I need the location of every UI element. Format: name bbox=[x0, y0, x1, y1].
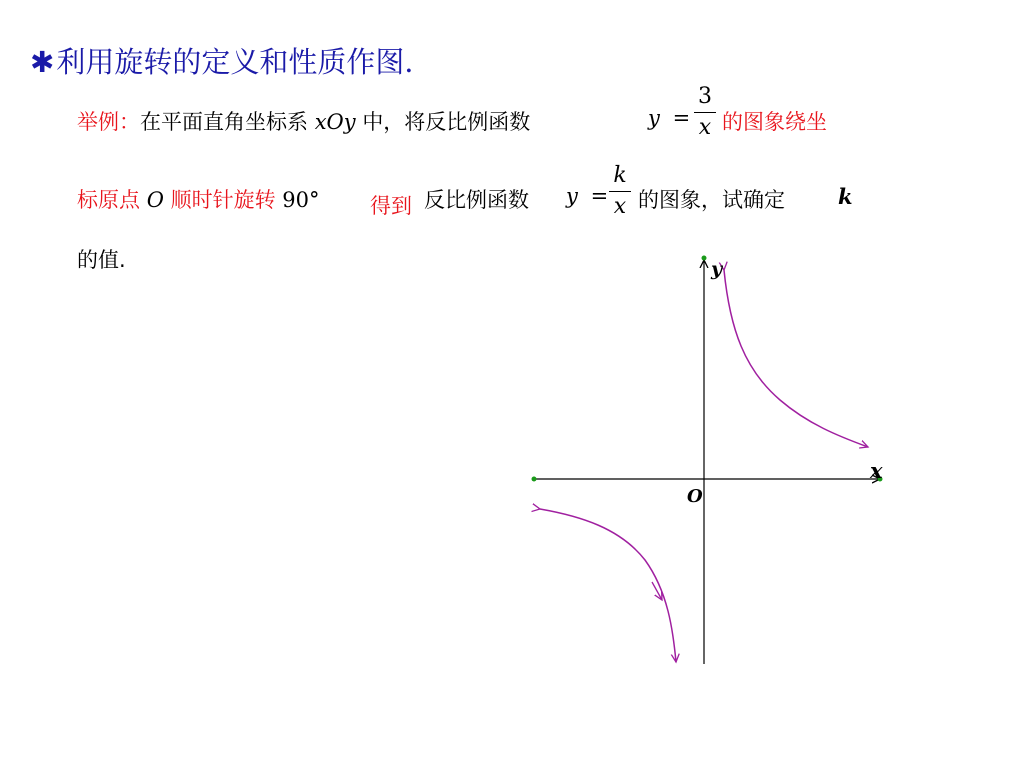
text-segment: 中，将反比例函数 bbox=[362, 110, 531, 134]
text-segment: 的图象绕坐 bbox=[722, 110, 827, 134]
text-segment: 在平面直角坐标系 bbox=[140, 110, 308, 134]
math-degrees: 90° bbox=[282, 188, 320, 212]
origin-label: O bbox=[687, 486, 703, 507]
example-label: 举例： bbox=[77, 110, 140, 134]
axis-point bbox=[532, 477, 537, 482]
text-segment: 得到 bbox=[370, 194, 412, 218]
text-segment: 的图象，试确定 bbox=[638, 188, 785, 212]
hyperbola-branch-1 bbox=[724, 270, 868, 447]
fraction-denominator: x bbox=[698, 115, 712, 140]
text-segment: 顺时针旋转 bbox=[170, 188, 276, 212]
math-y: y bbox=[566, 184, 578, 208]
title-text: 利用旋转的定义和性质作图． bbox=[56, 45, 434, 79]
x-axis-label: x bbox=[870, 458, 883, 483]
curve-arrow bbox=[652, 582, 662, 600]
math-xoy: xOy bbox=[314, 110, 356, 134]
math-equals: = bbox=[590, 184, 609, 208]
text-segment: 标原点 bbox=[77, 188, 140, 212]
y-axis-label: y bbox=[711, 258, 723, 280]
axis-point bbox=[702, 256, 707, 261]
math-o: O bbox=[146, 188, 164, 212]
example-line-3: 的值. bbox=[77, 248, 126, 272]
math-equals: = bbox=[672, 106, 691, 130]
hyperbola-branch-2 bbox=[540, 509, 676, 662]
math-k: k bbox=[838, 184, 853, 209]
text-segment: 反比例函数 bbox=[424, 188, 529, 212]
star-icon: ✱ bbox=[30, 45, 55, 79]
fraction-numerator: 3 bbox=[698, 84, 712, 109]
math-y: y bbox=[648, 106, 660, 130]
fraction-numerator: k bbox=[613, 163, 627, 188]
fraction-denominator: x bbox=[613, 194, 627, 219]
